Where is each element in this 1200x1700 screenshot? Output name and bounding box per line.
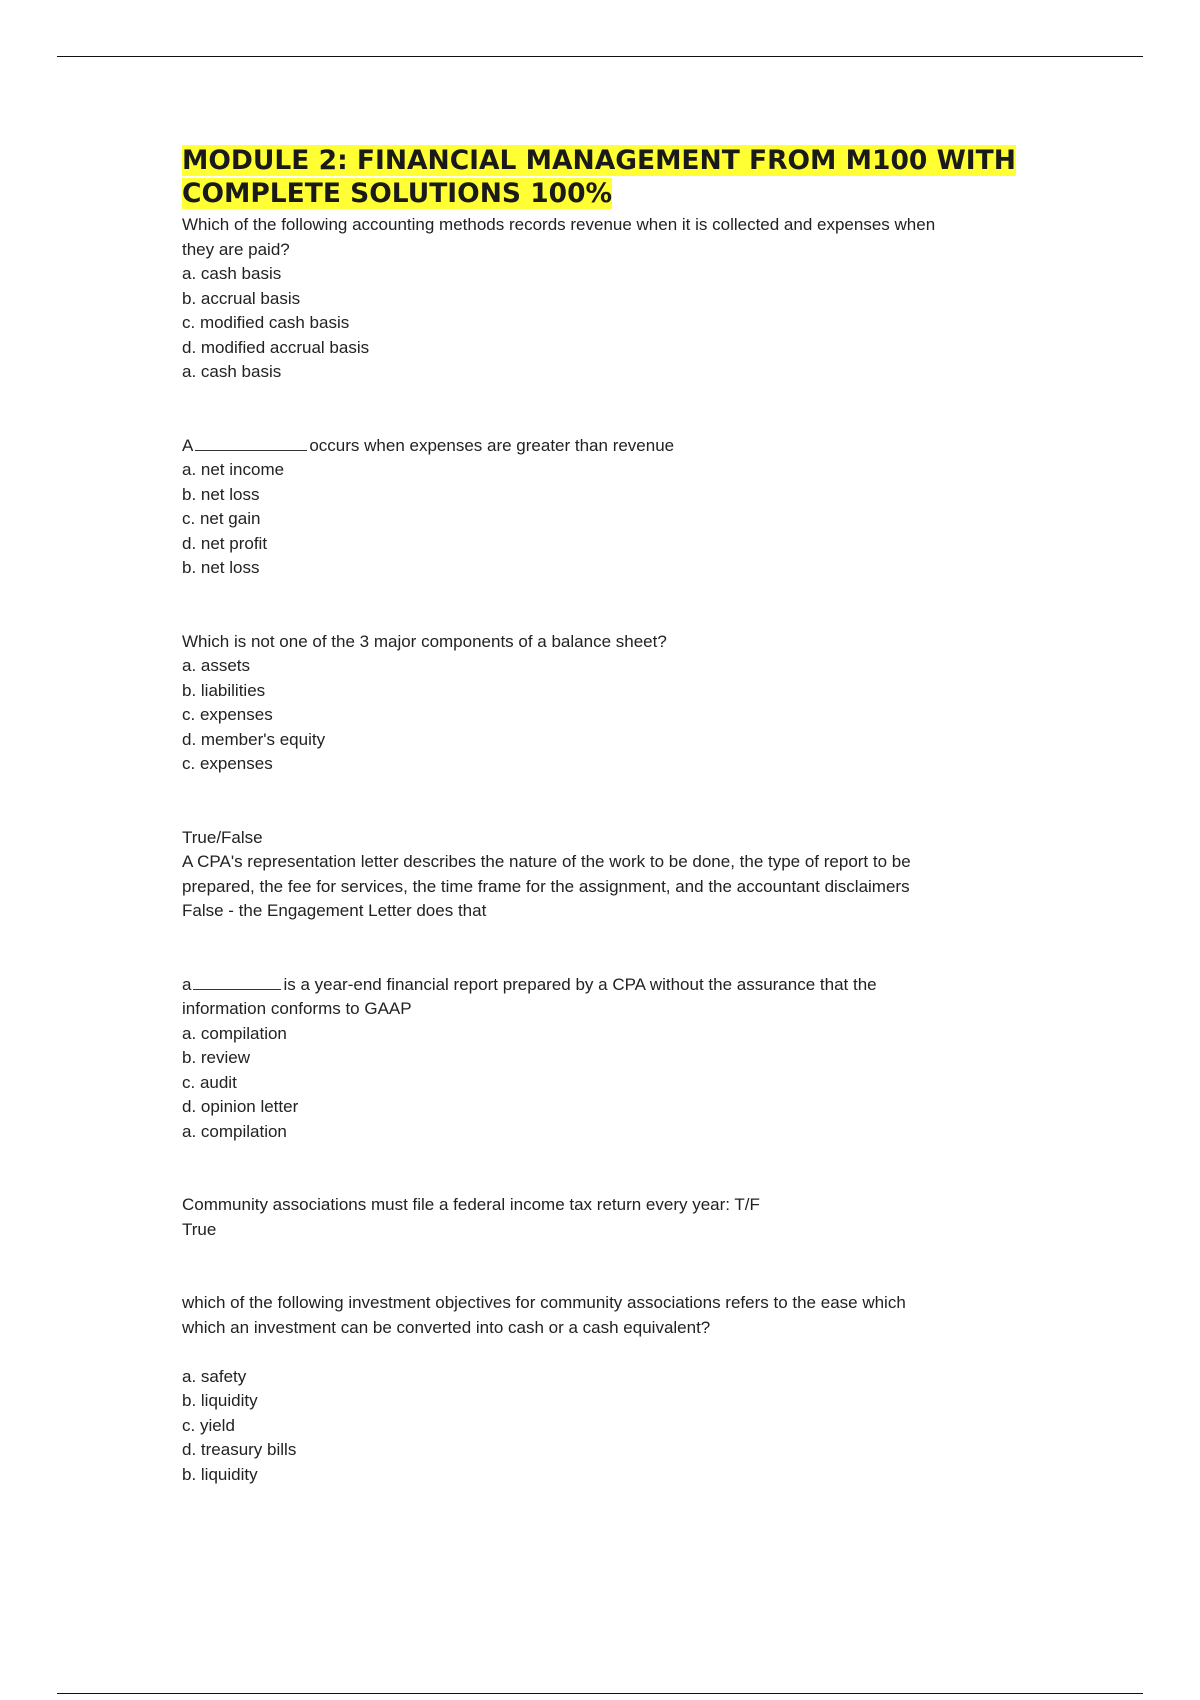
blank-suffix: is a year-end financial report prepared by a CPA without the assurance that the (283, 974, 877, 994)
document-title (182, 144, 1022, 210)
answer-option: a. cash basis (182, 264, 282, 283)
question-type: True/False (182, 827, 263, 847)
question-text: Community associations must file a federal income tax return every year: T/F (182, 1195, 760, 1214)
answer-option: c. audit (182, 1072, 237, 1092)
answer-option: d. net profit (182, 533, 268, 553)
correct-answer: True (182, 1219, 217, 1239)
question-text: prepared, the fee for services, the time frame for the assignment, and the accountant disclaimers (182, 876, 910, 896)
answer-option: c. modified cash basis (182, 313, 350, 332)
answer-option: d. modified accrual basis (182, 337, 370, 357)
question-text: Which of the following accounting methods records revenue when it is collected and expenses when (182, 215, 936, 234)
answer-option: a. safety (182, 1366, 247, 1386)
answer-option: b. liabilities (182, 680, 266, 700)
correct-answer: False - the Engagement Letter does that (182, 901, 487, 920)
question-text: which of the following investment objectives for community associations refers to the ease which (182, 1293, 906, 1312)
question-block (182, 434, 1022, 581)
correct-answer: a. compilation (182, 1121, 287, 1141)
correct-answer: a. cash basis (182, 362, 282, 381)
fill-in-blank (193, 974, 281, 990)
answer-option: c. yield (182, 1415, 235, 1435)
answer-option: a. assets (182, 656, 251, 675)
answer-option: d. treasury bills (182, 1440, 297, 1459)
blank-suffix: occurs when expenses are greater than revenue (309, 435, 675, 455)
answer-option: a. net income (182, 460, 285, 479)
question-text: which an investment can be converted into cash or a cash equivalent? (182, 1317, 711, 1337)
question-block (182, 1193, 1022, 1242)
answer-option: d. member's equity (182, 729, 326, 749)
answer-option: b. accrual basis (182, 288, 301, 308)
title-highlight: MODULE 2: FINANCIAL MANAGEMENT FROM M100 WITH COMPLETE SOLUTIONS 100% (182, 145, 1016, 209)
question-block (182, 826, 1022, 924)
answer-option: b. net loss (182, 484, 260, 504)
question-text (182, 973, 1022, 998)
answer-option: a. compilation (182, 1023, 287, 1043)
question-text: they are paid? (182, 239, 290, 259)
correct-answer: c. expenses (182, 754, 273, 773)
blank-prefix: a (182, 974, 192, 994)
header-rule (57, 56, 1143, 57)
question-block (182, 973, 1022, 1145)
document-body (182, 144, 1022, 1487)
answer-option: c. expenses (182, 705, 273, 724)
question-text: Which is not one of the 3 major components of a balance sheet? (182, 631, 667, 651)
answer-option: c. net gain (182, 509, 261, 528)
correct-answer: b. liquidity (182, 1464, 258, 1484)
question-text: information conforms to GAAP (182, 999, 412, 1018)
answer-option: b. review (182, 1048, 251, 1067)
answer-option: b. liquidity (182, 1391, 258, 1410)
question-block (182, 1291, 1022, 1487)
question-block (182, 630, 1022, 777)
correct-answer: b. net loss (182, 558, 260, 577)
question-text: A CPA's representation letter describes the nature of the work to be done, the type of report to be (182, 852, 911, 871)
question-text (182, 434, 1022, 459)
fill-in-blank (195, 435, 307, 451)
footer-rule (57, 1693, 1143, 1694)
answer-option: d. opinion letter (182, 1097, 299, 1116)
blank-prefix: A (182, 435, 194, 455)
question-block (182, 213, 1022, 385)
